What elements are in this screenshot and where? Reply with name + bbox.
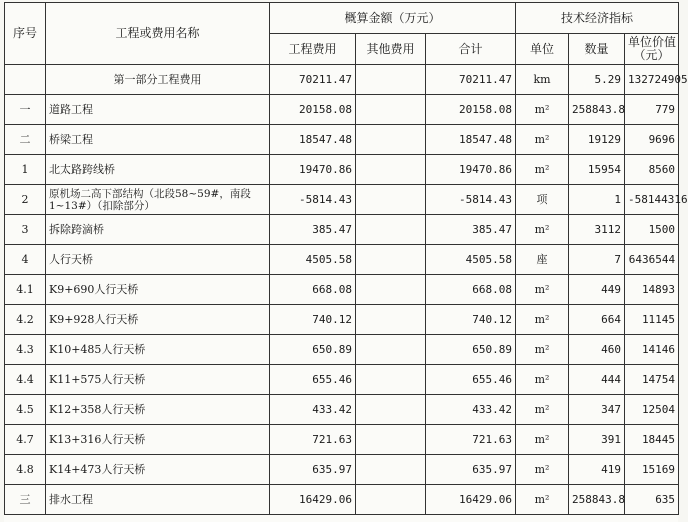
cell-seq: 4 — [5, 245, 46, 275]
cell-qty: 3112 — [569, 215, 625, 245]
cell-unit: m² — [516, 335, 569, 365]
cell-total: 16429.06 — [426, 485, 516, 515]
header-unit-price — [625, 34, 679, 65]
cell-other-cost — [356, 245, 426, 275]
cell-unit-price: 635 — [625, 485, 679, 515]
cell-other-cost — [356, 65, 426, 95]
cell-other-cost — [356, 155, 426, 185]
cell-total: 18547.48 — [426, 125, 516, 155]
table-row — [5, 215, 679, 245]
cell-seq: 4.4 — [5, 365, 46, 395]
header-eng-cost: 工程费用 — [270, 34, 356, 65]
cell-qty: 391 — [569, 425, 625, 455]
cell-unit-price: 15169 — [625, 455, 679, 485]
cell-qty: 664 — [569, 305, 625, 335]
cell-name: K13+316人行天桥 — [46, 425, 270, 455]
cell-other-cost — [356, 275, 426, 305]
cell-unit: m² — [516, 485, 569, 515]
cell-eng-cost: 18547.48 — [270, 125, 356, 155]
cell-other-cost — [356, 125, 426, 155]
cell-name: K11+575人行天桥 — [46, 365, 270, 395]
cell-unit-price: 6436544 — [625, 245, 679, 275]
header-unit-price-line2: （元） — [633, 48, 670, 62]
header-name: 工程或费用名称 — [46, 3, 270, 65]
table-row — [5, 185, 679, 215]
cell-unit: 座 — [516, 245, 569, 275]
cell-total: 385.47 — [426, 215, 516, 245]
cell-seq: 二 — [5, 125, 46, 155]
cell-qty: 419 — [569, 455, 625, 485]
cell-total: 650.89 — [426, 335, 516, 365]
cell-other-cost — [356, 365, 426, 395]
cell-name: 拆除跨滴桥 — [46, 215, 270, 245]
header-qty: 数量 — [569, 34, 625, 65]
cell-unit-price: 8560 — [625, 155, 679, 185]
cell-name: 第一部分工程费用 — [46, 65, 270, 95]
cell-unit: m² — [516, 365, 569, 395]
cell-unit-price: 9696 — [625, 125, 679, 155]
cell-qty: 7 — [569, 245, 625, 275]
cell-seq: 三 — [5, 485, 46, 515]
cell-seq: 1 — [5, 155, 46, 185]
cell-unit: m² — [516, 455, 569, 485]
cell-qty: 15954 — [569, 155, 625, 185]
table-row — [5, 305, 679, 335]
table-row — [5, 155, 679, 185]
cell-other-cost — [356, 395, 426, 425]
cell-qty: 5.29 — [569, 65, 625, 95]
cell-name: 桥梁工程 — [46, 125, 270, 155]
cell-total: 4505.58 — [426, 245, 516, 275]
cell-eng-cost: 740.12 — [270, 305, 356, 335]
cell-seq: 一 — [5, 95, 46, 125]
cell-other-cost — [356, 485, 426, 515]
cell-qty: 460 — [569, 335, 625, 365]
cell-seq — [5, 65, 46, 95]
table-row — [5, 485, 679, 515]
cell-eng-cost: 70211.47 — [270, 65, 356, 95]
table-row — [5, 245, 679, 275]
cell-qty: 449 — [569, 275, 625, 305]
cell-qty: 347 — [569, 395, 625, 425]
table-body — [5, 65, 688, 515]
header-other-cost: 其他费用 — [356, 34, 426, 65]
cell-eng-cost: 655.46 — [270, 365, 356, 395]
header-unit: 单位 — [516, 34, 569, 65]
cell-unit: m² — [516, 425, 569, 455]
table-row — [5, 365, 679, 395]
cell-name: 北太路跨线桥 — [46, 155, 270, 185]
cell-other-cost — [356, 95, 426, 125]
estimate-sheet — [4, 2, 688, 522]
cell-unit-price: 18445 — [625, 425, 679, 455]
cell-unit: m² — [516, 95, 569, 125]
cell-seq: 4.2 — [5, 305, 46, 335]
cell-unit: m² — [516, 275, 569, 305]
cell-name: 人行天桥 — [46, 245, 270, 275]
cell-eng-cost: 635.97 — [270, 455, 356, 485]
cell-unit: 项 — [516, 185, 569, 215]
cell-other-cost — [356, 215, 426, 245]
cell-unit: m² — [516, 155, 569, 185]
cell-other-cost — [356, 335, 426, 365]
cell-total: 668.08 — [426, 275, 516, 305]
cell-seq: 4.7 — [5, 425, 46, 455]
cell-unit-price: 14893 — [625, 275, 679, 305]
header-unit-price-line1: 单位价值 — [628, 35, 677, 49]
table-row — [5, 65, 679, 95]
cell-total: 740.12 — [426, 305, 516, 335]
cell-other-cost — [356, 185, 426, 215]
cell-unit-price: -58144316 — [625, 185, 679, 215]
cell-eng-cost: 385.47 — [270, 215, 356, 245]
cell-other-cost — [356, 425, 426, 455]
cell-qty: 19129 — [569, 125, 625, 155]
cell-name: 原机场二高下部结构（北段58~59#，南段1~13#）（扣除部分） — [46, 185, 270, 215]
header-tech-group: 技术经济指标 — [516, 3, 679, 34]
cell-seq: 4.3 — [5, 335, 46, 365]
cell-total: 20158.08 — [426, 95, 516, 125]
table-row — [5, 455, 679, 485]
cell-qty: 444 — [569, 365, 625, 395]
table-row — [5, 395, 679, 425]
cell-unit-price: 12504 — [625, 395, 679, 425]
cell-total: 433.42 — [426, 395, 516, 425]
cell-total: 635.97 — [426, 455, 516, 485]
header-estimate-group: 概算金额（万元） — [270, 3, 516, 34]
cell-unit-price: 132724905 — [625, 65, 679, 95]
cell-unit: m² — [516, 395, 569, 425]
cell-eng-cost: 19470.86 — [270, 155, 356, 185]
cell-unit: m² — [516, 125, 569, 155]
estimate-table — [4, 2, 688, 515]
cell-qty: 258843.8 — [569, 485, 625, 515]
cell-total: 655.46 — [426, 365, 516, 395]
cell-total: -5814.43 — [426, 185, 516, 215]
table-row — [5, 335, 679, 365]
cell-other-cost — [356, 455, 426, 485]
cell-seq: 4.5 — [5, 395, 46, 425]
cell-eng-cost: 4505.58 — [270, 245, 356, 275]
header-seq: 序号 — [5, 3, 46, 65]
cell-total: 721.63 — [426, 425, 516, 455]
cell-eng-cost: 668.08 — [270, 275, 356, 305]
cell-eng-cost: 650.89 — [270, 335, 356, 365]
cell-name: K10+485人行天桥 — [46, 335, 270, 365]
cell-unit-price: 14754 — [625, 365, 679, 395]
cell-name: 排水工程 — [46, 485, 270, 515]
cell-name: K12+358人行天桥 — [46, 395, 270, 425]
cell-qty: 1 — [569, 185, 625, 215]
cell-unit-price: 1500 — [625, 215, 679, 245]
cell-name: 道路工程 — [46, 95, 270, 125]
cell-unit-price: 11145 — [625, 305, 679, 335]
table-row — [5, 125, 679, 155]
cell-total: 19470.86 — [426, 155, 516, 185]
table-header — [5, 3, 679, 65]
cell-name: K9+928人行天桥 — [46, 305, 270, 335]
cell-qty: 258843.8 — [569, 95, 625, 125]
table-row — [5, 95, 679, 125]
cell-unit-price: 14146 — [625, 335, 679, 365]
cell-other-cost — [356, 305, 426, 335]
cell-unit: m² — [516, 215, 569, 245]
cell-total: 70211.47 — [426, 65, 516, 95]
table-row — [5, 275, 679, 305]
cell-eng-cost: 20158.08 — [270, 95, 356, 125]
cell-eng-cost: 721.63 — [270, 425, 356, 455]
cell-seq: 4.1 — [5, 275, 46, 305]
cell-seq: 2 — [5, 185, 46, 215]
cell-seq: 4.8 — [5, 455, 46, 485]
cell-eng-cost: 433.42 — [270, 395, 356, 425]
cell-name: K9+690人行天桥 — [46, 275, 270, 305]
cell-unit: km — [516, 65, 569, 95]
header-total: 合计 — [426, 34, 516, 65]
cell-unit: m² — [516, 305, 569, 335]
cell-seq: 3 — [5, 215, 46, 245]
table-row — [5, 425, 679, 455]
cell-eng-cost: -5814.43 — [270, 185, 356, 215]
cell-unit-price: 779 — [625, 95, 679, 125]
cell-eng-cost: 16429.06 — [270, 485, 356, 515]
cell-name: K14+473人行天桥 — [46, 455, 270, 485]
